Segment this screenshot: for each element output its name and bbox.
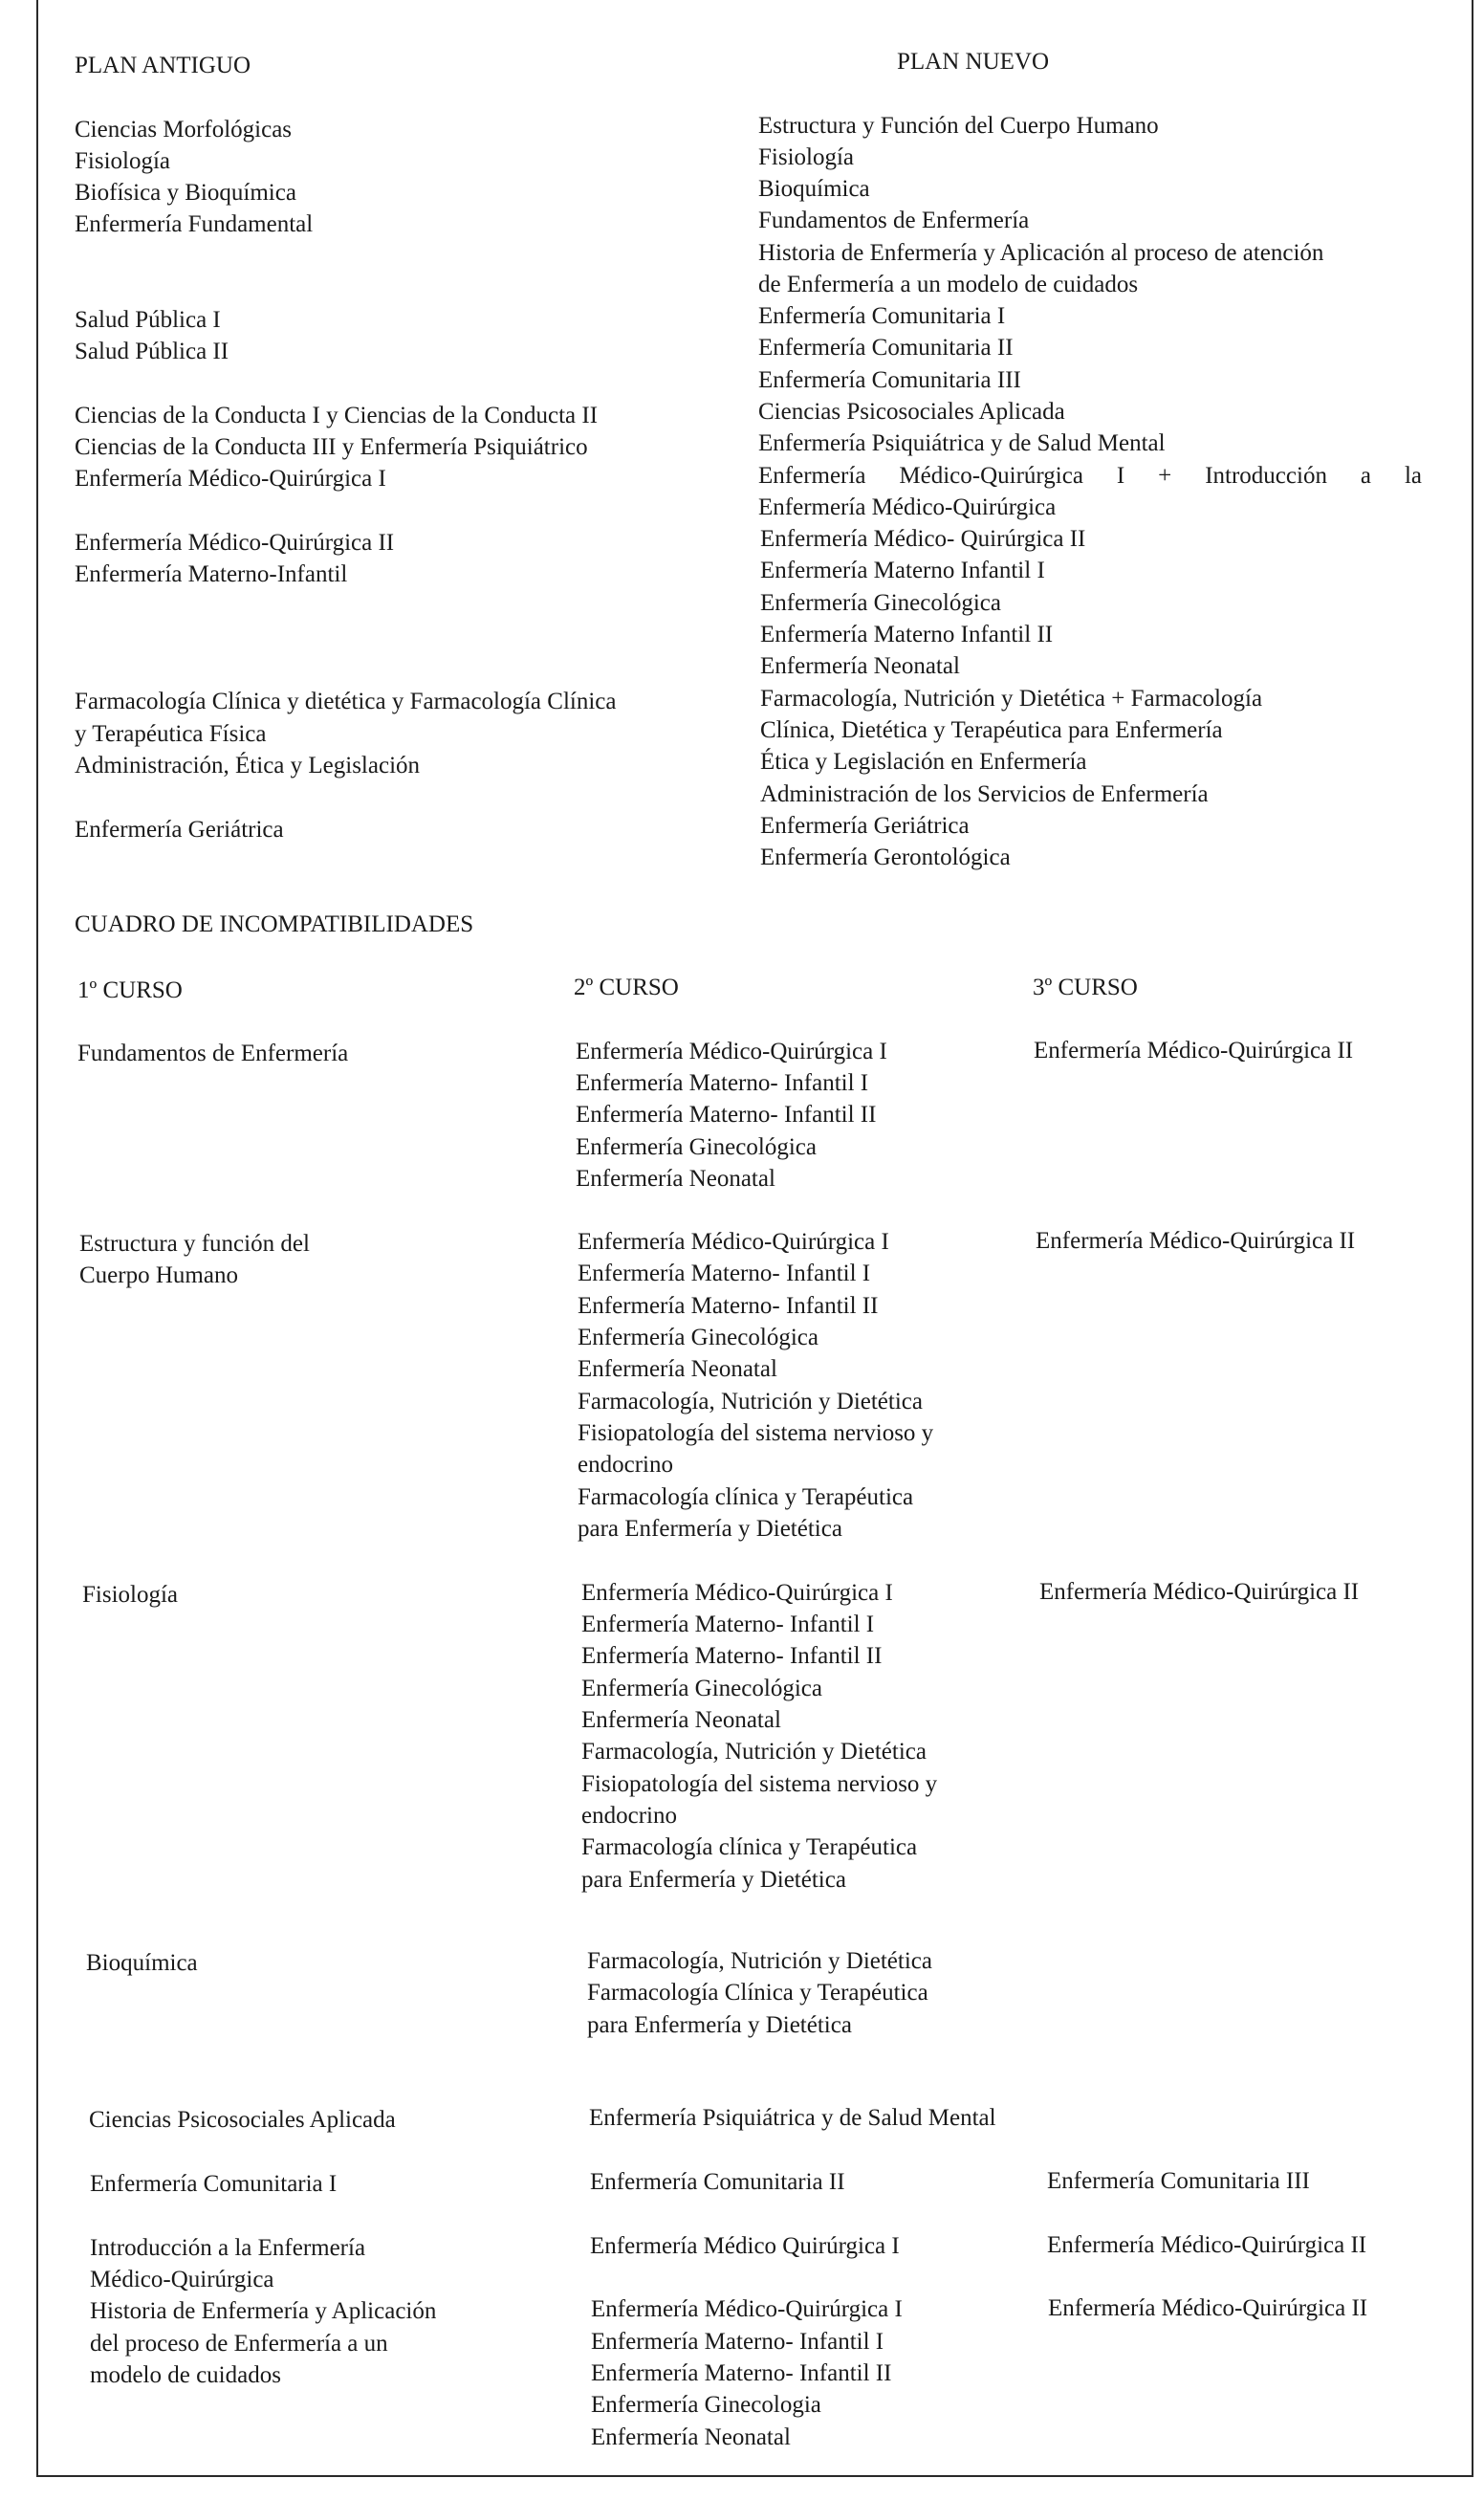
new-item: de Enfermería a un modelo de cuidados xyxy=(758,272,1139,297)
second-course-subject: Enfermería Médico Quirúrgica I xyxy=(590,2233,900,2259)
incompat-title: CUADRO DE INCOMPATIBILIDADES xyxy=(75,911,474,937)
new-item: Enfermería Médico-Quirúrgica xyxy=(758,494,1057,520)
new-item: Enfermería Médico- Quirúrgica II xyxy=(760,526,1086,552)
plan-nuevo-heading: PLAN NUEVO xyxy=(897,49,1050,75)
second-course-subject: Enfermería Materno- Infantil I xyxy=(576,1070,869,1096)
second-course-subject: Enfermería Psiquiátrica y de Salud Mental xyxy=(589,2105,996,2131)
new-item: Ética y Legislación en Enfermería xyxy=(760,749,1087,775)
first-course-subject: Introducción a la Enfermería xyxy=(90,2235,366,2261)
second-course-subject: para Enfermería y Dietética xyxy=(578,1516,842,1542)
new-item: Enfermería Ginecológica xyxy=(760,590,1001,616)
old-item: y Terapéutica Física xyxy=(75,721,267,747)
second-course-subject: Farmacología, Nutrición y Dietética xyxy=(581,1739,927,1765)
second-course-subject: endocrino xyxy=(581,1803,677,1829)
first-course-subject: Médico-Quirúrgica xyxy=(90,2267,274,2292)
second-course-subject: Fisiopatología del sistema nervioso y xyxy=(578,1420,934,1446)
old-item: Ciencias de la Conducta III y Enfermería Psiquiátrico xyxy=(75,434,588,460)
third-course-subject: Enfermería Comunitaria III xyxy=(1047,2168,1310,2194)
second-course-subject: Enfermería Neonatal xyxy=(578,1356,777,1382)
second-course-subject: Enfermería Ginecológica xyxy=(576,1134,817,1160)
second-course-subject: Farmacología Clínica y Terapéutica xyxy=(587,1980,928,2006)
first-course-subject: modelo de cuidados xyxy=(90,2362,281,2388)
new-item: Historia de Enfermería y Aplicación al proceso de atención xyxy=(758,240,1324,266)
old-item: Enfermería Geriátrica xyxy=(75,817,284,843)
header-2-curso: 2º CURSO xyxy=(574,975,679,1000)
new-item: Ciencias Psicosociales Aplicada xyxy=(758,399,1065,425)
first-course-subject: Fisiología xyxy=(82,1582,179,1608)
third-course-subject: Enfermería Médico-Quirúrgica II xyxy=(1039,1579,1360,1605)
new-item: Enfermería Geriátrica xyxy=(760,813,970,839)
first-course-subject: del proceso de Enfermería a un xyxy=(90,2331,388,2357)
second-course-subject: Enfermería Materno- Infantil I xyxy=(581,1612,875,1637)
second-course-subject: Farmacología clínica y Terapéutica xyxy=(581,1834,918,1860)
new-item: Fisiología xyxy=(758,144,855,170)
second-course-subject: Enfermería Médico-Quirúrgica I xyxy=(578,1229,889,1255)
old-item: Enfermería Médico-Quirúrgica I xyxy=(75,466,386,492)
second-course-subject: endocrino xyxy=(578,1452,673,1478)
second-course-subject: Enfermería Materno- Infantil I xyxy=(591,2329,884,2355)
old-item: Enfermería Fundamental xyxy=(75,211,314,237)
third-course-subject: Enfermería Médico-Quirúrgica II xyxy=(1047,2232,1367,2258)
second-course-subject: Enfermería Materno- Infantil I xyxy=(578,1261,871,1286)
second-course-subject: Enfermería Médico-Quirúrgica I xyxy=(576,1039,887,1064)
new-item: Estructura y Función del Cuerpo Humano xyxy=(758,113,1159,139)
new-item-justified: Enfermería Médico-Quirúrgica I + Introducción a la xyxy=(758,463,1422,489)
old-item: Fisiología xyxy=(75,148,171,174)
new-item: Farmacología, Nutrición y Dietética + Farmacología xyxy=(760,686,1263,712)
plan-antiguo-heading: PLAN ANTIGUO xyxy=(75,53,251,78)
first-course-subject: Cuerpo Humano xyxy=(79,1262,238,1288)
second-course-subject: Enfermería Ginecológica xyxy=(581,1676,822,1701)
new-item: Enfermería Comunitaria I xyxy=(758,303,1006,329)
second-course-subject: Farmacología, Nutrición y Dietética xyxy=(587,1948,932,1974)
new-item: Enfermería Materno Infantil I xyxy=(760,558,1045,583)
second-course-subject: Fisiopatología del sistema nervioso y xyxy=(581,1771,938,1797)
second-course-subject: Enfermería Comunitaria II xyxy=(590,2169,845,2195)
second-course-subject: Enfermería Médico-Quirúrgica I xyxy=(581,1580,893,1606)
first-course-subject: Ciencias Psicosociales Aplicada xyxy=(89,2107,396,2133)
header-1-curso: 1º CURSO xyxy=(77,977,183,1003)
first-course-subject: Bioquímica xyxy=(86,1950,198,1976)
second-course-subject: para Enfermería y Dietética xyxy=(581,1867,846,1893)
second-course-subject: Enfermería Materno- Infantil II xyxy=(578,1293,879,1319)
old-item: Ciencias de la Conducta I y Ciencias de la Conducta II xyxy=(75,403,599,428)
second-course-subject: Farmacología, Nutrición y Dietética xyxy=(578,1389,923,1414)
first-course-subject: Estructura y función del xyxy=(79,1231,310,1257)
new-item: Administración de los Servicios de Enfermería xyxy=(760,781,1209,807)
new-item: Enfermería Psiquiátrica y de Salud Mental xyxy=(758,430,1166,456)
header-3-curso: 3º CURSO xyxy=(1033,975,1138,1000)
new-item: Enfermería Comunitaria II xyxy=(758,335,1014,361)
second-course-subject: Enfermería Neonatal xyxy=(576,1166,775,1192)
second-course-subject: Enfermería Materno- Infantil II xyxy=(576,1102,877,1128)
new-item: Bioquímica xyxy=(758,176,870,202)
new-item: Enfermería Comunitaria III xyxy=(758,367,1021,393)
new-item: Enfermería Neonatal xyxy=(760,653,960,679)
new-item: Clínica, Dietética y Terapéutica para Enfermería xyxy=(760,717,1223,743)
old-item: Enfermería Materno-Infantil xyxy=(75,561,348,587)
second-course-subject: Enfermería Materno- Infantil II xyxy=(591,2360,892,2386)
old-item: Administración, Ética y Legislación xyxy=(75,753,421,779)
third-course-subject: Enfermería Médico-Quirúrgica II xyxy=(1036,1228,1356,1254)
second-course-subject: Enfermería Neonatal xyxy=(591,2424,791,2450)
old-item: Biofísica y Bioquímica xyxy=(75,180,296,206)
second-course-subject: Enfermería Médico-Quirúrgica I xyxy=(591,2296,903,2322)
third-course-subject: Enfermería Médico-Quirúrgica II xyxy=(1034,1038,1354,1064)
first-course-subject: Historia de Enfermería y Aplicación xyxy=(90,2298,437,2324)
second-course-subject: Enfermería Ginecológica xyxy=(578,1325,818,1350)
old-item: Ciencias Morfológicas xyxy=(75,117,293,143)
second-course-subject: Farmacología clínica y Terapéutica xyxy=(578,1484,914,1510)
new-item: Fundamentos de Enfermería xyxy=(758,208,1030,233)
new-item: Enfermería Gerontológica xyxy=(760,844,1011,870)
old-item: Salud Pública I xyxy=(75,307,221,333)
second-course-subject: Enfermería Materno- Infantil II xyxy=(581,1643,883,1669)
second-course-subject: Enfermería Neonatal xyxy=(581,1707,781,1733)
first-course-subject: Enfermería Comunitaria I xyxy=(90,2171,338,2197)
first-course-subject: Fundamentos de Enfermería xyxy=(77,1041,349,1066)
second-course-subject: para Enfermería y Dietética xyxy=(587,2012,852,2038)
third-course-subject: Enfermería Médico-Quirúrgica II xyxy=(1048,2295,1368,2321)
old-item: Enfermería Médico-Quirúrgica II xyxy=(75,530,395,556)
old-item: Salud Pública II xyxy=(75,339,229,364)
new-item: Enfermería Materno Infantil II xyxy=(760,622,1054,647)
old-item: Farmacología Clínica y dietética y Farmacología Clínica xyxy=(75,689,617,714)
second-course-subject: Enfermería Ginecologia xyxy=(591,2392,821,2418)
